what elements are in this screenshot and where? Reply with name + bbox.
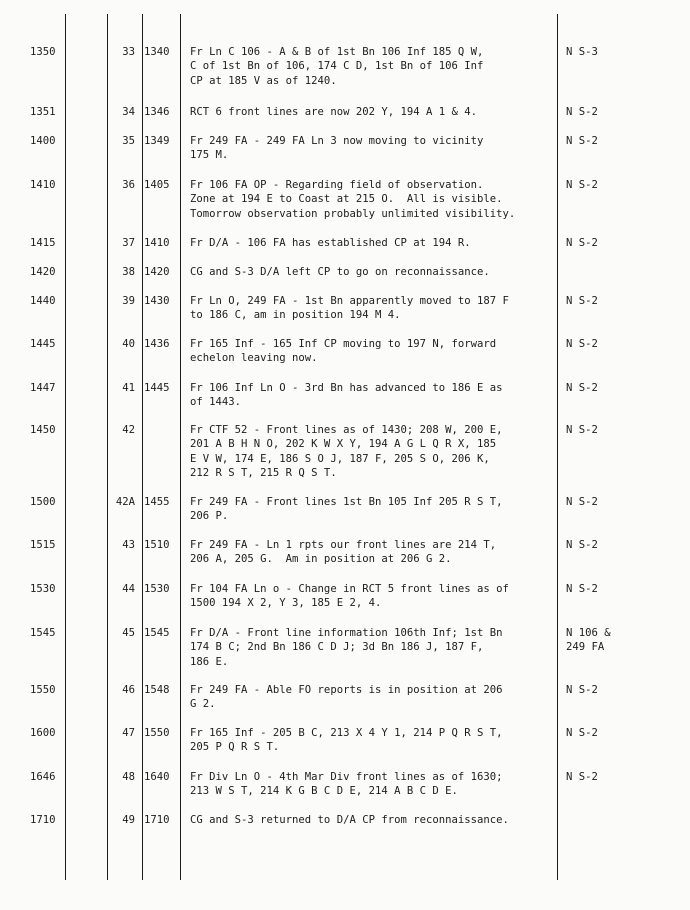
entry-time: 1447 [30, 382, 56, 394]
entry-distribution [566, 45, 676, 59]
entry-time: 1350 [30, 46, 56, 58]
entry-time-received: 1530 [144, 583, 170, 595]
entry-time-received: 1550 [144, 727, 170, 739]
message-line: 201 A B H N O, 202 K W X Y, 194 A G L Q R X, 185 [190, 438, 497, 451]
entry-distribution [566, 423, 676, 437]
message-line: CG and S-3 returned to D/A CP from reconnaissance. [190, 814, 509, 826]
entry-serial: 43 [122, 539, 135, 551]
column-rule-1 [65, 14, 66, 880]
entry-time: 1545 [30, 627, 56, 639]
entry-time: 1530 [30, 583, 56, 595]
entry-distribution [566, 178, 676, 192]
entry-serial: 40 [122, 338, 135, 350]
entry-distribution [566, 134, 676, 148]
entry-serial: 34 [122, 106, 135, 118]
entry-time-received: 1349 [144, 135, 170, 147]
entry-serial: 33 [122, 46, 135, 58]
message-line: 212 R S T, 215 R Q S T. [190, 467, 337, 480]
message-line: Fr CTF 52 - Front lines as of 1430; 208 W, 200 E, [190, 424, 503, 436]
entry-message [190, 265, 555, 279]
entry-serial: 44 [122, 583, 135, 595]
entry-message [190, 813, 555, 827]
entry-distribution [566, 626, 676, 655]
distribution-line: N S-2 [566, 106, 598, 118]
entry-serial: 42A [115, 496, 135, 508]
entry-serial: 39 [122, 295, 135, 307]
entry-time: 1400 [30, 135, 56, 147]
message-line: 1500 194 X 2, Y 3, 185 E 2, 4. [190, 597, 382, 610]
entry-serial: 48 [122, 771, 135, 783]
message-line: echelon leaving now. [190, 352, 318, 365]
message-line: Fr 249 FA - Able FO reports is in position at 206 [190, 684, 503, 696]
message-line: Fr 165 Inf - 165 Inf CP moving to 197 N, forward [190, 338, 497, 350]
entry-message [190, 178, 555, 221]
column-rule-5 [557, 14, 558, 880]
distribution-line: N S-2 [566, 424, 598, 436]
entry-message [190, 538, 555, 567]
distribution-line: N S-2 [566, 583, 598, 595]
entry-serial: 45 [122, 627, 135, 639]
entry-distribution [566, 538, 676, 552]
message-line: Fr D/A - Front line information 106th Inf; 1st Bn [190, 627, 503, 639]
entry-message [190, 134, 555, 163]
message-line: Fr 249 FA - 249 FA Ln 3 now moving to vicinity [190, 135, 484, 147]
message-line: 175 M. [190, 149, 229, 162]
message-line: 186 E. [190, 655, 229, 668]
distribution-line: N S-2 [566, 179, 598, 191]
entry-distribution [566, 770, 676, 784]
entry-time: 1600 [30, 727, 56, 739]
entry-time-received: 1548 [144, 684, 170, 696]
entry-message [190, 683, 555, 712]
message-line: CG and S-3 D/A left CP to go on reconnaissance. [190, 266, 490, 278]
entry-serial: 41 [122, 382, 135, 394]
entry-serial: 46 [122, 684, 135, 696]
message-line: Fr 249 FA - Ln 1 rpts our front lines are 214 T, [190, 539, 497, 551]
entry-time-received: 1710 [144, 814, 170, 826]
entry-serial: 36 [122, 179, 135, 191]
entry-serial: 38 [122, 266, 135, 278]
entry-time-received: 1640 [144, 771, 170, 783]
distribution-line: N S-2 [566, 727, 598, 739]
entry-time-received: 1346 [144, 106, 170, 118]
message-line: Tomorrow observation probably unlimited visibility. [190, 207, 516, 220]
message-line: Fr 106 Inf Ln O - 3rd Bn has advanced to 186 E as [190, 382, 503, 394]
message-line: 206 P. [190, 510, 229, 523]
entry-message [190, 236, 555, 250]
message-line: E V W, 174 E, 186 S O J, 187 F, 205 S O, 206 K, [190, 452, 490, 465]
entry-time: 1415 [30, 237, 56, 249]
entry-distribution [566, 236, 676, 250]
distribution-line: N S-2 [566, 338, 598, 350]
message-line: 205 P Q R S T. [190, 741, 280, 754]
message-line: Fr Ln O, 249 FA - 1st Bn apparently moved to 187 F [190, 295, 509, 307]
entry-distribution [566, 337, 676, 351]
message-line: of 1443. [190, 396, 242, 409]
entry-serial: 47 [122, 727, 135, 739]
message-line: Fr Div Ln O - 4th Mar Div front lines as of 1630; [190, 771, 503, 783]
entry-serial: 35 [122, 135, 135, 147]
entry-time-received: 1455 [144, 496, 170, 508]
column-rule-3 [142, 14, 143, 880]
message-line: G 2. [190, 698, 216, 711]
entry-serial: 37 [122, 237, 135, 249]
message-line: Fr D/A - 106 FA has established CP at 194 R. [190, 237, 471, 249]
entry-time: 1420 [30, 266, 56, 278]
entry-time-received: 1510 [144, 539, 170, 551]
entry-message [190, 294, 555, 323]
entry-distribution [566, 105, 676, 119]
entry-distribution [566, 495, 676, 509]
distribution-line: N S-2 [566, 382, 598, 394]
entry-message [190, 337, 555, 366]
distribution-line: N S-2 [566, 539, 598, 551]
entry-time-received: 1340 [144, 46, 170, 58]
entry-message [190, 626, 555, 669]
entry-distribution [566, 726, 676, 740]
message-line: RCT 6 front lines are now 202 Y, 194 A 1 & 4. [190, 106, 478, 118]
entry-message [190, 726, 555, 755]
message-line: Fr 104 FA Ln o - Change in RCT 5 front lines as of [190, 583, 509, 595]
entry-time-received: 1436 [144, 338, 170, 350]
entry-time: 1515 [30, 539, 56, 551]
message-line: CP at 185 V as of 1240. [190, 74, 337, 87]
entry-message [190, 770, 555, 799]
entry-time-received: 1545 [144, 627, 170, 639]
entry-time: 1550 [30, 684, 56, 696]
entry-distribution [566, 294, 676, 308]
entry-serial: 49 [122, 814, 135, 826]
entry-time-received: 1405 [144, 179, 170, 191]
entry-message [190, 105, 555, 119]
entry-time: 1710 [30, 814, 56, 826]
entry-time: 1445 [30, 338, 56, 350]
entry-time: 1440 [30, 295, 56, 307]
distribution-line: N S-2 [566, 684, 598, 696]
message-line: Zone at 194 E to Coast at 215 O. All is visible. [190, 193, 503, 206]
entry-time: 1646 [30, 771, 56, 783]
entry-message [190, 423, 555, 481]
distribution-line: N S-2 [566, 771, 598, 783]
entry-message [190, 381, 555, 410]
entry-message [190, 495, 555, 524]
message-line: Fr 106 FA OP - Regarding field of observation. [190, 179, 484, 191]
distribution-line: N S-3 [566, 46, 598, 58]
entry-time: 1450 [30, 424, 56, 436]
entry-message [190, 582, 555, 611]
entry-distribution [566, 381, 676, 395]
message-line: 174 B C; 2nd Bn 186 C D J; 3d Bn 186 J, 187 F, [190, 641, 484, 654]
distribution-line: N S-2 [566, 496, 598, 508]
entry-time-received: 1410 [144, 237, 170, 249]
message-line: Fr 165 Inf - 205 B C, 213 X 4 Y 1, 214 P Q R S T, [190, 727, 503, 739]
message-line: C of 1st Bn of 106, 174 C D, 1st Bn of 106 Inf [190, 60, 484, 73]
message-line: to 186 C, am in position 194 M 4. [190, 309, 401, 322]
distribution-line: N S-2 [566, 135, 598, 147]
distribution-line: 249 FA [566, 641, 605, 654]
distribution-line: N S-2 [566, 237, 598, 249]
entry-time: 1500 [30, 496, 56, 508]
distribution-line: N 106 & [566, 627, 611, 639]
entry-time-received: 1445 [144, 382, 170, 394]
entry-time: 1351 [30, 106, 56, 118]
entry-serial: 42 [122, 424, 135, 436]
entry-distribution [566, 582, 676, 596]
entry-message [190, 45, 555, 88]
message-line: 213 W S T, 214 K G B C D E, 214 A B C D E. [190, 785, 458, 798]
entry-time-received: 1420 [144, 266, 170, 278]
entry-time-received: 1430 [144, 295, 170, 307]
message-line: Fr Ln C 106 - A & B of 1st Bn 106 Inf 185 Q W, [190, 46, 484, 58]
entry-time: 1410 [30, 179, 56, 191]
distribution-line: N S-2 [566, 295, 598, 307]
entry-distribution [566, 683, 676, 697]
column-rule-4 [180, 14, 181, 880]
message-line: Fr 249 FA - Front lines 1st Bn 105 Inf 205 R S T, [190, 496, 503, 508]
message-line: 206 A, 205 G. Am in position at 206 G 2. [190, 553, 452, 566]
